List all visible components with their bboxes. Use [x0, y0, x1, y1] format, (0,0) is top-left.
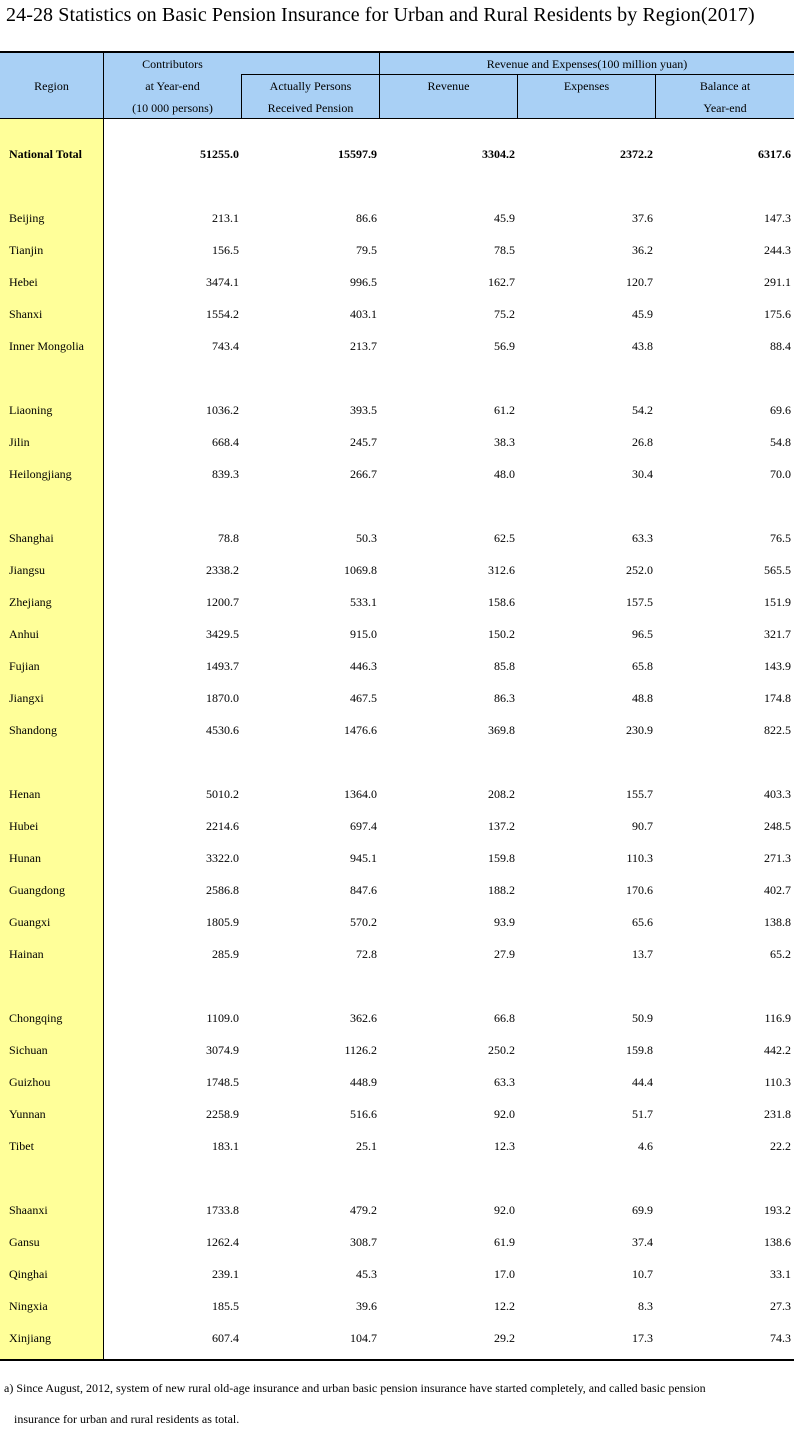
header-region: Region [34, 79, 69, 93]
expenses-value: 90.7 [632, 819, 653, 833]
expenses-value: 230.9 [626, 723, 653, 737]
table-row [0, 1011, 794, 1027]
contributors-value: 1733.8 [206, 1203, 239, 1217]
region-name: Hunan [9, 851, 41, 865]
received-pension-value: 308.7 [350, 1235, 377, 1249]
table-row [0, 659, 794, 675]
revenue-value: 85.8 [494, 659, 515, 673]
balance-value: 147.3 [764, 211, 791, 225]
region-name: Shandong [9, 723, 57, 737]
table-row [0, 1203, 794, 1219]
revenue-value: 162.7 [488, 275, 515, 289]
table-row [0, 1299, 794, 1315]
header-balance-line1: Balance at [699, 79, 751, 93]
balance-value: 231.8 [764, 1107, 791, 1121]
expenses-value: 96.5 [632, 627, 653, 641]
received-pension-value: 362.6 [350, 1011, 377, 1025]
revenue-value: 66.8 [494, 1011, 515, 1025]
revenue-value: 12.2 [494, 1299, 515, 1313]
received-pension-value: 1126.2 [344, 1043, 377, 1057]
expenses-value: 30.4 [632, 467, 653, 481]
header-contributors-line1: Contributors [142, 57, 203, 71]
table-title: 24-28 Statistics on Basic Pension Insurance for Urban and Rural Residents by Region(2017) [6, 4, 755, 26]
contributors-value: 3474.1 [206, 275, 239, 289]
balance-value: 271.3 [764, 851, 791, 865]
expenses-value: 50.9 [632, 1011, 653, 1025]
header-balance-line2: Year-end [703, 101, 747, 115]
revenue-value: 56.9 [494, 339, 515, 353]
revenue-value: 3304.2 [482, 147, 515, 161]
balance-value: 88.4 [770, 339, 791, 353]
received-pension-value: 570.2 [350, 915, 377, 929]
received-pension-value: 1069.8 [344, 563, 377, 577]
balance-value: 65.2 [770, 947, 791, 961]
region-name: Heilongjiang [9, 467, 72, 481]
contributors-value: 1805.9 [206, 915, 239, 929]
region-name: Beijing [9, 211, 45, 225]
balance-value: 151.9 [764, 595, 791, 609]
table-row [0, 1107, 794, 1123]
revenue-value: 150.2 [488, 627, 515, 641]
header-bottom-rule [0, 118, 794, 119]
received-pension-value: 533.1 [350, 595, 377, 609]
table-row [0, 1235, 794, 1251]
contributors-value: 1493.7 [206, 659, 239, 673]
contributors-value: 1036.2 [206, 403, 239, 417]
contributors-value: 2586.8 [206, 883, 239, 897]
revenue-value: 78.5 [494, 243, 515, 257]
table-row [0, 1075, 794, 1091]
expenses-value: 17.3 [632, 1331, 653, 1345]
region-name: National Total [9, 147, 83, 161]
revenue-value: 29.2 [494, 1331, 515, 1345]
expenses-value: 110.3 [626, 851, 653, 865]
table-row [0, 595, 794, 611]
balance-value: 174.8 [764, 691, 791, 705]
contributors-value: 1870.0 [206, 691, 239, 705]
region-name: Jiangxi [9, 691, 44, 705]
received-pension-value: 72.8 [356, 947, 377, 961]
revenue-value: 158.6 [488, 595, 515, 609]
received-pension-value: 245.7 [350, 435, 377, 449]
revenue-value: 312.6 [488, 563, 515, 577]
region-name: Ningxia [9, 1299, 48, 1313]
balance-value: 442.2 [764, 1043, 791, 1057]
expenses-value: 69.9 [632, 1203, 653, 1217]
region-name: Guangxi [9, 915, 51, 929]
balance-value: 143.9 [764, 659, 791, 673]
received-pension-value: 915.0 [350, 627, 377, 641]
region-name: Sichuan [9, 1043, 48, 1057]
revenue-value: 27.9 [494, 947, 515, 961]
balance-value: 27.3 [770, 1299, 791, 1313]
contributors-value: 1109.0 [206, 1011, 239, 1025]
region-column-background [0, 118, 103, 1360]
received-pension-value: 446.3 [350, 659, 377, 673]
revenue-value: 48.0 [494, 467, 515, 481]
expenses-value: 37.4 [632, 1235, 653, 1249]
region-name: Hubei [9, 819, 39, 833]
expenses-value: 45.9 [632, 307, 653, 321]
expenses-value: 48.8 [632, 691, 653, 705]
header-contributors-line2: at Year-end [145, 79, 200, 93]
region-name: Shanghai [9, 531, 54, 545]
contributors-value: 1262.4 [206, 1235, 239, 1249]
region-name: Yunnan [9, 1107, 46, 1121]
table-row [0, 275, 794, 291]
received-pension-value: 448.9 [350, 1075, 377, 1089]
contributors-value: 285.9 [212, 947, 239, 961]
received-pension-value: 697.4 [350, 819, 377, 833]
balance-value: 76.5 [770, 531, 791, 545]
expenses-value: 54.2 [632, 403, 653, 417]
expenses-value: 120.7 [626, 275, 653, 289]
received-pension-value: 1476.6 [344, 723, 377, 737]
expenses-value: 170.6 [626, 883, 653, 897]
region-name: Jilin [9, 435, 30, 449]
received-pension-value: 1364.0 [344, 787, 377, 801]
table-row [0, 723, 794, 739]
region-name: Shanxi [9, 307, 43, 321]
revenue-value: 188.2 [488, 883, 515, 897]
contributors-value: 4530.6 [206, 723, 239, 737]
region-name: Guizhou [9, 1075, 51, 1089]
balance-value: 244.3 [764, 243, 791, 257]
table-row [0, 819, 794, 835]
contributors-value: 1554.2 [206, 307, 239, 321]
region-name: Fujian [9, 659, 40, 673]
region-name: Guangdong [9, 883, 65, 897]
region-name: Shaanxi [9, 1203, 48, 1217]
balance-value: 54.8 [770, 435, 791, 449]
expenses-value: 155.7 [626, 787, 653, 801]
received-pension-value: 86.6 [356, 211, 377, 225]
received-pension-value: 104.7 [350, 1331, 377, 1345]
balance-value: 6317.6 [758, 147, 791, 161]
contributors-value: 239.1 [212, 1267, 239, 1281]
contributors-value: 1200.7 [206, 595, 239, 609]
balance-value: 321.7 [764, 627, 791, 641]
contributors-value: 2338.2 [206, 563, 239, 577]
table-row [0, 211, 794, 227]
header-top-rule [0, 51, 794, 53]
balance-value: 248.5 [764, 819, 791, 833]
contributors-value: 3322.0 [206, 851, 239, 865]
region-name: Gansu [9, 1235, 40, 1249]
region-name: Anhui [9, 627, 39, 641]
received-pension-value: 479.2 [350, 1203, 377, 1217]
received-pension-value: 25.1 [356, 1139, 377, 1153]
contributors-value: 607.4 [212, 1331, 239, 1345]
expenses-value: 10.7 [632, 1267, 653, 1281]
contributors-value: 3429.5 [206, 627, 239, 641]
region-name: Jiangsu [9, 563, 45, 577]
national-total-row [0, 147, 794, 163]
region-name: Hebei [9, 275, 38, 289]
table-row [0, 1267, 794, 1283]
received-pension-value: 393.5 [350, 403, 377, 417]
table-row [0, 787, 794, 803]
revenue-value: 17.0 [494, 1267, 515, 1281]
revenue-value: 62.5 [494, 531, 515, 545]
contributors-value: 185.5 [212, 1299, 239, 1313]
expenses-value: 43.8 [632, 339, 653, 353]
balance-value: 291.1 [764, 275, 791, 289]
expenses-value: 8.3 [638, 1299, 653, 1313]
contributors-value: 156.5 [212, 243, 239, 257]
balance-value: 116.9 [764, 1011, 791, 1025]
contributors-value: 839.3 [212, 467, 239, 481]
received-pension-value: 403.1 [350, 307, 377, 321]
expenses-value: 26.8 [632, 435, 653, 449]
revenue-value: 86.3 [494, 691, 515, 705]
balance-value: 70.0 [770, 467, 791, 481]
expenses-value: 63.3 [632, 531, 653, 545]
header-received-line2: Received Pension [267, 101, 354, 115]
revenue-value: 92.0 [494, 1203, 515, 1217]
contributors-value: 183.1 [212, 1139, 239, 1153]
received-pension-value: 39.6 [356, 1299, 377, 1313]
expenses-value: 36.2 [632, 243, 653, 257]
revenue-value: 137.2 [488, 819, 515, 833]
received-pension-value: 467.5 [350, 691, 377, 705]
region-name: Hainan [9, 947, 44, 961]
contributors-value: 2258.9 [206, 1107, 239, 1121]
balance-value: 110.3 [764, 1075, 791, 1089]
table-row [0, 435, 794, 451]
table-row [0, 947, 794, 963]
header-revenue: Revenue [427, 79, 470, 93]
table-row [0, 243, 794, 259]
region-name: Liaoning [9, 403, 53, 417]
region-name: Xinjiang [9, 1331, 51, 1345]
table-bottom-rule [0, 1359, 794, 1361]
contributors-value: 213.1 [212, 211, 239, 225]
expenses-value: 37.6 [632, 211, 653, 225]
received-pension-value: 516.6 [350, 1107, 377, 1121]
table-row [0, 531, 794, 547]
expenses-value: 4.6 [638, 1139, 653, 1153]
expenses-value: 65.8 [632, 659, 653, 673]
received-pension-value: 945.1 [350, 851, 377, 865]
region-name: Qinghai [9, 1267, 48, 1281]
expenses-value: 13.7 [632, 947, 653, 961]
region-name: Inner Mongolia [9, 339, 84, 353]
table-row [0, 691, 794, 707]
region-name: Henan [9, 787, 41, 801]
balance-value: 402.7 [764, 883, 791, 897]
balance-value: 69.6 [770, 403, 791, 417]
region-name: Zhejiang [9, 595, 52, 609]
table-row [0, 467, 794, 483]
contributors-value: 51255.0 [200, 147, 239, 161]
revenue-value: 61.9 [494, 1235, 515, 1249]
contributors-value: 5010.2 [206, 787, 239, 801]
region-name: Tibet [9, 1139, 34, 1153]
revenue-value: 92.0 [494, 1107, 515, 1121]
received-pension-value: 50.3 [356, 531, 377, 545]
revenue-value: 45.9 [494, 211, 515, 225]
revenue-value: 75.2 [494, 307, 515, 321]
expenses-value: 2372.2 [620, 147, 653, 161]
region-name: Chongqing [9, 1011, 63, 1025]
expenses-value: 51.7 [632, 1107, 653, 1121]
revenue-value: 38.3 [494, 435, 515, 449]
table-row [0, 851, 794, 867]
contributors-value: 743.4 [212, 339, 239, 353]
expenses-value: 252.0 [626, 563, 653, 577]
expenses-value: 159.8 [626, 1043, 653, 1057]
revenue-value: 369.8 [488, 723, 515, 737]
table-row [0, 915, 794, 931]
table-row [0, 1139, 794, 1155]
balance-value: 822.5 [764, 723, 791, 737]
revenue-value: 61.2 [494, 403, 515, 417]
region-name: Tianjin [9, 243, 44, 257]
header-expenses: Expenses [563, 79, 610, 93]
header-contributors-line3: (10 000 persons) [132, 101, 213, 115]
revenue-value: 63.3 [494, 1075, 515, 1089]
balance-value: 193.2 [764, 1203, 791, 1217]
table-row [0, 627, 794, 643]
footnote-line2: insurance for urban and rural residents as total. [14, 1412, 240, 1426]
received-pension-value: 45.3 [356, 1267, 377, 1281]
table-row [0, 883, 794, 899]
revenue-value: 250.2 [488, 1043, 515, 1057]
balance-value: 22.2 [770, 1139, 791, 1153]
received-pension-value: 79.5 [356, 243, 377, 257]
contributors-value: 3074.9 [206, 1043, 239, 1057]
revenue-value: 12.3 [494, 1139, 515, 1153]
table-row [0, 1043, 794, 1059]
table-row [0, 339, 794, 355]
received-pension-value: 847.6 [350, 883, 377, 897]
balance-value: 175.6 [764, 307, 791, 321]
balance-value: 138.8 [764, 915, 791, 929]
revenue-value: 208.2 [488, 787, 515, 801]
contributors-value: 1748.5 [206, 1075, 239, 1089]
received-pension-value: 213.7 [350, 339, 377, 353]
contributors-value: 78.8 [218, 531, 239, 545]
table-row [0, 403, 794, 419]
received-pension-value: 996.5 [350, 275, 377, 289]
received-pension-value: 15597.9 [338, 147, 377, 161]
balance-value: 33.1 [770, 1267, 791, 1281]
contributors-value: 668.4 [212, 435, 239, 449]
table-row [0, 563, 794, 579]
expenses-value: 157.5 [626, 595, 653, 609]
footnote-line1: a) Since August, 2012, system of new rural old-age insurance and urban basic pension insurance have started completely, and called basic pension [4, 1381, 706, 1395]
revenue-value: 93.9 [494, 915, 515, 929]
balance-value: 138.6 [764, 1235, 791, 1249]
contributors-value: 2214.6 [206, 819, 239, 833]
header-received-line1: Actually Persons [269, 79, 352, 93]
expenses-value: 65.6 [632, 915, 653, 929]
balance-value: 403.3 [764, 787, 791, 801]
table-row [0, 1331, 794, 1347]
table-row [0, 307, 794, 323]
balance-value: 565.5 [764, 563, 791, 577]
received-pension-value: 266.7 [350, 467, 377, 481]
header-revenue-expenses-group: Revenue and Expenses(100 million yuan) [486, 57, 688, 71]
revenue-value: 159.8 [488, 851, 515, 865]
balance-value: 74.3 [770, 1331, 791, 1345]
expenses-value: 44.4 [632, 1075, 653, 1089]
